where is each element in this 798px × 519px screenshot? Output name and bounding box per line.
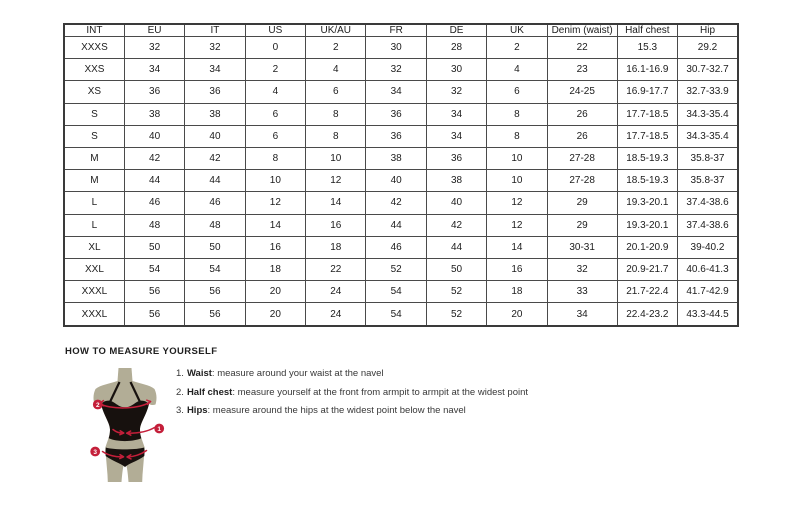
table-cell: 32 [366, 59, 426, 81]
badge-waist [154, 424, 164, 434]
table-cell: 56 [124, 303, 184, 326]
badge-chest [93, 400, 103, 410]
table-cell: 10 [487, 147, 547, 169]
badge-hips [90, 447, 100, 457]
table-cell: 4 [306, 59, 366, 81]
table-cell: S [64, 103, 124, 125]
table-cell: 32 [124, 37, 184, 59]
table-cell: 14 [245, 214, 305, 236]
table-cell: 34 [426, 125, 486, 147]
instruction-label: Waist [186, 368, 212, 379]
table-row [64, 170, 738, 192]
table-cell: 32 [547, 258, 617, 280]
table-cell: 52 [366, 258, 426, 280]
table-cell: 16.9-17.7 [617, 81, 677, 103]
table-cell: 12 [487, 192, 547, 214]
table-cell: 8 [306, 125, 366, 147]
table-cell: 6 [245, 103, 305, 125]
instruction-number: 3. [176, 405, 184, 416]
table-cell: 44 [366, 214, 426, 236]
table-cell: 50 [185, 236, 245, 258]
measure-section-title: HOW TO MEASURE YOURSELF [65, 346, 218, 357]
svg-text:3: 3 [93, 448, 98, 456]
table-cell: 29.2 [678, 37, 738, 59]
table-cell: 2 [487, 37, 547, 59]
table-cell: 43.3-44.5 [678, 303, 738, 326]
table-cell: 24 [306, 281, 366, 303]
table-row [64, 103, 738, 125]
table-cell: 20 [487, 303, 547, 326]
table-cell: 27-28 [547, 147, 617, 169]
table-cell: 54 [366, 303, 426, 326]
table-row [64, 281, 738, 303]
table-row [64, 59, 738, 81]
table-cell: 48 [124, 214, 184, 236]
table-cell: 18 [487, 281, 547, 303]
table-cell: 34.3-35.4 [678, 125, 738, 147]
table-cell: 35.8-37 [678, 170, 738, 192]
table-row [64, 81, 738, 103]
instruction-text: : measure around the hips at the widest point below the navel [207, 405, 466, 416]
column-header: US [245, 24, 305, 37]
table-cell: 42 [366, 192, 426, 214]
table-cell: 12 [487, 214, 547, 236]
column-header: IT [185, 24, 245, 37]
table-cell: 50 [124, 236, 184, 258]
table-cell: 4 [245, 81, 305, 103]
table-cell: 17.7-18.5 [617, 125, 677, 147]
table-cell: 40 [185, 125, 245, 147]
instruction-text: : measure around your waist at the navel [211, 368, 384, 379]
instruction-number: 2. [176, 386, 184, 398]
table-cell: 30-31 [547, 236, 617, 258]
table-cell: 42 [124, 147, 184, 169]
column-header: Denim (waist) [547, 24, 617, 37]
table-cell: 8 [245, 147, 305, 169]
table-cell: 34 [124, 59, 184, 81]
column-header: UK [487, 24, 547, 37]
table-cell: 0 [245, 37, 305, 59]
table-cell: 27-28 [547, 170, 617, 192]
table-cell: 26 [547, 103, 617, 125]
table-cell: 54 [124, 258, 184, 280]
instruction-number: 1. [176, 368, 184, 379]
table-cell: 35.8-37 [678, 147, 738, 169]
size-chart-table [63, 23, 739, 327]
table-cell: 34 [366, 81, 426, 103]
table-row [64, 236, 738, 258]
table-cell: 39-40.2 [678, 236, 738, 258]
table-cell: 24 [306, 303, 366, 326]
table-cell: 52 [426, 281, 486, 303]
table-cell: 30.7-32.7 [678, 59, 738, 81]
instruction-label: Half chest [186, 386, 233, 398]
column-header: Hip [678, 24, 738, 37]
table-cell: 10 [306, 147, 366, 169]
table-cell: 34 [547, 303, 617, 326]
table-cell: 12 [306, 170, 366, 192]
table-cell: XXXL [64, 281, 124, 303]
instruction-text: : measure yourself at the front from armpit to armpit at the widest point [232, 386, 529, 398]
column-header: EU [124, 24, 184, 37]
table-cell: 15.3 [617, 37, 677, 59]
table-cell: 32.7-33.9 [678, 81, 738, 103]
table-cell: 6 [245, 125, 305, 147]
table-cell: 14 [306, 192, 366, 214]
size-chart-header-row [64, 24, 738, 37]
table-cell: 2 [245, 59, 305, 81]
table-cell: 19.3-20.1 [617, 192, 677, 214]
table-cell: 46 [185, 192, 245, 214]
table-cell: 36 [185, 81, 245, 103]
table-cell: 4 [487, 59, 547, 81]
table-cell: 36 [124, 81, 184, 103]
table-cell: 26 [547, 125, 617, 147]
table-cell: 32 [426, 81, 486, 103]
table-cell: 10 [245, 170, 305, 192]
instruction-label: Hips [186, 405, 208, 416]
table-cell: 28 [426, 37, 486, 59]
table-cell: 16.1-16.9 [617, 59, 677, 81]
table-cell: XXS [64, 59, 124, 81]
table-row [64, 214, 738, 236]
table-cell: 41.7-42.9 [678, 281, 738, 303]
table-cell: 42 [185, 147, 245, 169]
table-cell: 19.3-20.1 [617, 214, 677, 236]
table-cell: 16 [306, 214, 366, 236]
instruction-waist [176, 369, 528, 379]
table-cell: 18.5-19.3 [617, 170, 677, 192]
table-row [64, 303, 738, 326]
table-cell: 46 [124, 192, 184, 214]
table-cell: 21.7-22.4 [617, 281, 677, 303]
table-cell: 37.4-38.6 [678, 214, 738, 236]
table-cell: 22 [547, 37, 617, 59]
table-cell: XS [64, 81, 124, 103]
table-cell: 32 [185, 37, 245, 59]
measure-figure [80, 366, 184, 486]
table-cell: 22 [306, 258, 366, 280]
table-cell: 29 [547, 214, 617, 236]
table-cell: 6 [487, 81, 547, 103]
table-cell: 40.6-41.3 [678, 258, 738, 280]
table-cell: 14 [487, 236, 547, 258]
table-cell: 18 [306, 236, 366, 258]
table-row [64, 37, 738, 59]
table-cell: 56 [124, 281, 184, 303]
table-cell: 29 [547, 192, 617, 214]
table-cell: 40 [366, 170, 426, 192]
column-header: DE [426, 24, 486, 37]
table-cell: 37.4-38.6 [678, 192, 738, 214]
column-header: FR [366, 24, 426, 37]
table-cell: 8 [487, 103, 547, 125]
table-cell: XXXL [64, 303, 124, 326]
table-cell: 36 [426, 147, 486, 169]
table-cell: M [64, 170, 124, 192]
table-cell: S [64, 125, 124, 147]
table-cell: 50 [426, 258, 486, 280]
instruction-hips [176, 406, 528, 416]
column-header: UK/AU [306, 24, 366, 37]
table-cell: 36 [366, 125, 426, 147]
table-cell: 23 [547, 59, 617, 81]
table-cell: 38 [185, 103, 245, 125]
table-cell: 44 [124, 170, 184, 192]
table-cell: 56 [185, 303, 245, 326]
table-cell: 48 [185, 214, 245, 236]
table-cell: L [64, 214, 124, 236]
table-row [64, 258, 738, 280]
table-cell: 30 [426, 59, 486, 81]
table-cell: 34 [426, 103, 486, 125]
table-cell: 18.5-19.3 [617, 147, 677, 169]
table-cell: 30 [366, 37, 426, 59]
table-cell: 20.1-20.9 [617, 236, 677, 258]
table-cell: L [64, 192, 124, 214]
table-cell: 12 [245, 192, 305, 214]
column-header: Half chest [617, 24, 677, 37]
table-cell: 38 [426, 170, 486, 192]
table-row [64, 147, 738, 169]
table-cell: 18 [245, 258, 305, 280]
table-cell: 34.3-35.4 [678, 103, 738, 125]
table-cell: 17.7-18.5 [617, 103, 677, 125]
table-cell: 22.4-23.2 [617, 303, 677, 326]
instruction-half-chest [176, 388, 528, 398]
table-cell: 24-25 [547, 81, 617, 103]
table-cell: 6 [306, 81, 366, 103]
table-cell: 16 [245, 236, 305, 258]
table-cell: 8 [487, 125, 547, 147]
table-cell: 52 [426, 303, 486, 326]
table-cell: M [64, 147, 124, 169]
table-cell: XXL [64, 258, 124, 280]
table-cell: 33 [547, 281, 617, 303]
table-cell: 38 [366, 147, 426, 169]
table-cell: XXXS [64, 37, 124, 59]
svg-text:2: 2 [95, 401, 100, 409]
column-header: INT [64, 24, 124, 37]
table-row [64, 125, 738, 147]
table-cell: 40 [426, 192, 486, 214]
table-cell: 20.9-21.7 [617, 258, 677, 280]
table-cell: XL [64, 236, 124, 258]
table-cell: 38 [124, 103, 184, 125]
table-cell: 10 [487, 170, 547, 192]
table-cell: 2 [306, 37, 366, 59]
measure-instructions [176, 369, 528, 425]
table-cell: 46 [366, 236, 426, 258]
table-cell: 54 [366, 281, 426, 303]
table-cell: 44 [426, 236, 486, 258]
table-cell: 40 [124, 125, 184, 147]
svg-text:1: 1 [157, 425, 162, 433]
table-cell: 44 [185, 170, 245, 192]
table-cell: 54 [185, 258, 245, 280]
table-cell: 20 [245, 303, 305, 326]
table-cell: 20 [245, 281, 305, 303]
table-cell: 36 [366, 103, 426, 125]
table-cell: 56 [185, 281, 245, 303]
table-cell: 42 [426, 214, 486, 236]
table-cell: 34 [185, 59, 245, 81]
table-cell: 16 [487, 258, 547, 280]
table-row [64, 192, 738, 214]
table-cell: 8 [306, 103, 366, 125]
